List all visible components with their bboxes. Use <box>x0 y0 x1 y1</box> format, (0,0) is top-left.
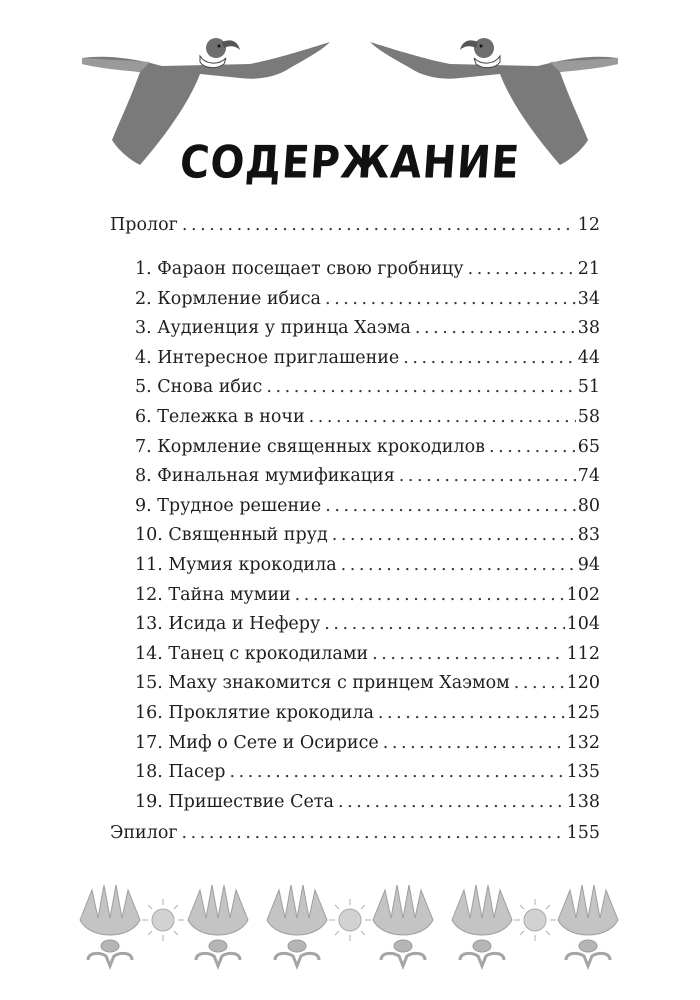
leader-dots <box>411 314 576 344</box>
toc-entry-label: Эпилог <box>110 823 178 843</box>
ornament-group-3 <box>452 885 618 966</box>
toc-entry-label: 5. Снова ибис <box>135 377 263 398</box>
toc-entry-page: 44 <box>577 347 600 368</box>
leader-dots <box>464 255 576 285</box>
leader-dots <box>321 492 576 522</box>
toc-epilogue <box>110 819 600 849</box>
toc-entry-page: 65 <box>577 436 600 457</box>
toc-entry-label: 12. Тайна мумии <box>135 584 291 605</box>
toc-entry <box>110 255 600 285</box>
toc-entry-label: 15. Маху знакомится с принцем Хаэмом <box>135 673 510 694</box>
toc-entry-page: 12 <box>577 215 600 235</box>
leader-dots <box>395 462 576 492</box>
toc-prologue <box>110 211 600 241</box>
toc-entry-page: 138 <box>566 791 600 812</box>
toc-entry-label: 10. Священный пруд <box>135 525 328 546</box>
toc-entry-label: 17. Миф о Сете и Осирисе <box>135 732 379 753</box>
toc-entry-page: 132 <box>566 732 600 753</box>
leader-dots <box>320 610 564 640</box>
toc-entry <box>110 492 600 522</box>
toc-entry-page: 74 <box>577 466 600 487</box>
leader-dots <box>305 403 576 433</box>
toc-entry-page: 34 <box>577 288 600 309</box>
toc-entry <box>110 344 600 374</box>
toc-entry-label: Пролог <box>110 215 178 235</box>
toc-entry-page: 155 <box>566 823 600 843</box>
leader-dots <box>337 551 576 581</box>
toc-entry <box>110 729 600 759</box>
toc-entry-page: 38 <box>577 318 600 339</box>
toc-entry-label: 11. Мумия крокодила <box>135 554 337 575</box>
toc-entry <box>110 758 600 788</box>
page-title: СОДЕРЖАНИЕ <box>178 137 522 189</box>
toc-entry-label: 19. Пришествие Сета <box>135 791 334 812</box>
toc-entry-page: 51 <box>577 377 600 398</box>
toc-entry-label: 18. Пасер <box>135 762 226 783</box>
toc-entry-page: 83 <box>577 525 600 546</box>
toc-entry <box>110 285 600 315</box>
toc-entry <box>110 551 600 581</box>
toc-entry-label: 9. Трудное решение <box>135 495 322 516</box>
toc-entry-page: 125 <box>566 702 600 723</box>
toc-entry-page: 58 <box>577 406 600 427</box>
toc-entry <box>110 403 600 433</box>
toc-entry-page: 112 <box>566 643 600 664</box>
toc-entry-label: 2. Кормление ибиса <box>135 288 321 309</box>
toc-entry <box>110 669 600 699</box>
leader-dots <box>485 433 576 463</box>
leader-dots <box>178 211 576 241</box>
toc-entry-label: 3. Аудиенция у принца Хаэма <box>135 318 411 339</box>
toc-entry <box>110 610 600 640</box>
leader-dots <box>399 344 575 374</box>
toc-entry-label: 1. Фараон посещает свою гробницу <box>135 259 464 279</box>
toc-entry-page: 135 <box>566 762 600 783</box>
leader-dots <box>374 699 565 729</box>
toc-entry <box>110 581 600 611</box>
toc-entry <box>110 640 600 670</box>
toc-entry-label: 4. Интересное приглашение <box>135 347 400 368</box>
toc-entry-label: 13. Исида и Неферу <box>135 614 321 635</box>
toc-entry-page: 102 <box>566 584 600 605</box>
leader-dots <box>379 729 565 759</box>
leader-dots <box>262 373 575 403</box>
leader-dots <box>225 758 564 788</box>
toc-entry-label: 16. Проклятие крокодила <box>135 702 374 723</box>
toc-entry <box>110 433 600 463</box>
toc-entry-page: 94 <box>577 554 600 575</box>
toc-entry <box>110 521 600 551</box>
toc-entry-page: 104 <box>566 614 600 635</box>
toc-entry <box>110 373 600 403</box>
leader-dots <box>368 640 564 670</box>
toc-entry-label: 8. Финальная мумификация <box>135 466 395 487</box>
toc-entry <box>110 462 600 492</box>
lotus-sun-border-ornament <box>70 880 630 980</box>
leader-dots <box>328 521 576 551</box>
toc-entry <box>110 314 600 344</box>
leader-dots <box>334 788 565 818</box>
toc-entry <box>110 788 600 818</box>
leader-dots <box>321 285 576 315</box>
leader-dots <box>291 581 565 611</box>
leader-dots <box>510 669 565 699</box>
leader-dots <box>178 819 565 849</box>
toc-entry-page: 21 <box>577 259 600 279</box>
toc-entry-label: 6. Тележка в ночи <box>135 406 305 427</box>
toc-entry-label: 14. Танец с крокодилами <box>135 643 369 664</box>
ornament-group-1 <box>80 885 248 966</box>
ornament-group-2 <box>267 885 433 966</box>
toc-entry <box>110 699 600 729</box>
toc-entry-page: 80 <box>577 495 600 516</box>
toc-entry-label: 7. Кормление священных крокодилов <box>135 436 485 457</box>
toc-chapters <box>110 255 600 817</box>
toc-entry-page: 120 <box>566 673 600 694</box>
